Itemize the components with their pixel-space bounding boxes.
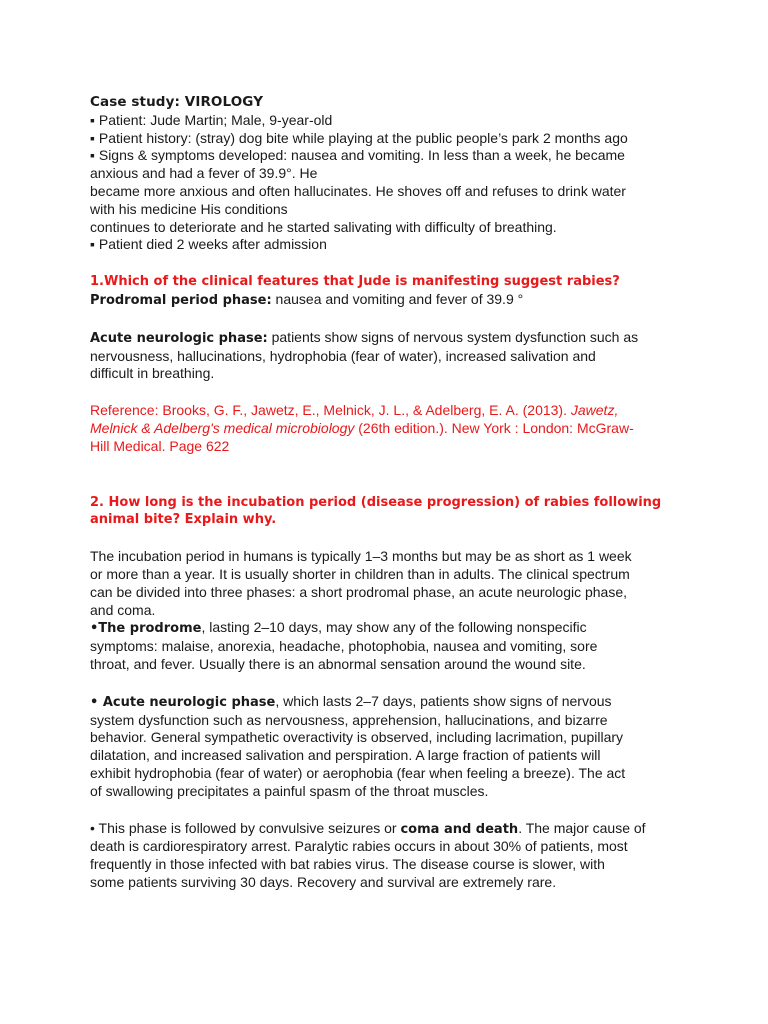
incubation-line-3: can be divided into three phases: a short prodromal phase, an acute neurologic phase, — [90, 583, 628, 600]
reference-line-3: Hill Medical. Page 622 — [90, 437, 230, 454]
coma-label: coma and death — [400, 821, 519, 837]
prodrome-line-1 — [90, 619, 690, 638]
acute-phase-line-3: behavior. General sympathetic overactivity is observed, including lacrimation, pupillary — [90, 729, 624, 746]
acute-phase-line-5: exhibit hydrophobia (fear of water) or aerophobia (fear when feeling a breeze). The act — [90, 764, 626, 781]
died-line: ▪ Patient died 2 weeks after admission — [90, 236, 327, 253]
reference-text-1b: Jawetz, — [570, 402, 619, 419]
incubation-line-1: The incubation period in humans is typically 1–3 months but may be as short as 1 week — [90, 548, 632, 565]
acute-phase-line-6: of swallowing precipitates a painful spasm of the throat muscles. — [90, 782, 489, 799]
acute-line-2: nervousness, hallucinations, hydrophobia (fear of water), increased salivation and — [90, 347, 596, 364]
patient-line: ▪ Patient: Jude Martin; Male, 9-year-old — [90, 111, 333, 128]
prodrome-line-2: symptoms: malaise, anorexia, headache, photophobia, nausea and vomiting, sore — [90, 638, 598, 655]
signs-line-3: became more anxious and often hallucinates. He shoves off and refuses to drink water — [90, 182, 626, 199]
reference-book-title: Melnick & Adelberg's medical microbiology — [90, 419, 355, 436]
coma-text-1: . The major cause of — [518, 819, 646, 836]
prodrome-text-1: , lasting 2–10 days, may show any of the following nonspecific — [201, 619, 587, 636]
coma-line-2: death is cardiorespiratory arrest. Paralytic rabies occurs in about 30% of patients, most — [90, 838, 628, 855]
coma-line-3: frequently in those infected with bat rabies virus. The disease course is slower, with — [90, 856, 605, 873]
document-body — [90, 94, 690, 892]
signs-line-1: ▪ Signs & symptoms developed: nausea and vomiting. In less than a week, he became — [90, 147, 625, 164]
question-2-line-2: animal bite? Explain why. — [90, 512, 277, 528]
signs-line-2: anxious and had a fever of 39.9°. He — [90, 165, 318, 182]
prodromal-text: nausea and vomiting and fever of 39.9 ° — [271, 290, 524, 307]
reference-line-2 — [90, 420, 690, 438]
acute-label: Acute neurologic phase: — [90, 330, 268, 346]
prodrome-label: •The prodrome — [90, 621, 202, 637]
reference-line-1 — [90, 402, 690, 420]
prodrome-line-3: throat, and fever. Usually there is an abnormal sensation around the wound site. — [90, 655, 586, 672]
prodromal-line — [90, 291, 690, 310]
incubation-line-4: and coma. — [90, 601, 156, 618]
history-line: ▪ Patient history: (stray) dog bite while playing at the public people’s park 2 months ago — [90, 129, 628, 146]
coma-text-pre: • This phase is followed by convulsive seizures or — [90, 819, 401, 836]
signs-line-4: with his medicine His conditions — [90, 200, 288, 217]
incubation-line-2: or more than a year. It is usually shorter in children than in adults. The clinical spectrum — [90, 565, 630, 582]
acute-text-1: patients show signs of nervous system dysfunction such as — [267, 328, 639, 345]
question-1: 1.Which of the clinical features that Jude is manifesting suggest rabies? — [90, 274, 620, 290]
acute-phase-line-1 — [90, 693, 690, 712]
acute-phase-line-4: dilatation, and increased salivation and perspiration. A large fraction of patients will — [90, 747, 601, 764]
coma-line-4: some patients surviving 30 days. Recovery and survival are extremely rare. — [90, 873, 557, 890]
coma-line-1 — [90, 820, 690, 839]
question-2-line-1: 2. How long is the incubation period (disease progression) of rabies following — [90, 494, 662, 510]
reference-text-2b: (26th edition.). New York : London: McGraw- — [354, 419, 634, 436]
reference-text-1a: Reference: Brooks, G. F., Jawetz, E., Melnick, J. L., & Adelberg, E. A. (2013). — [90, 402, 571, 419]
acute-line-1 — [90, 329, 690, 348]
acute-line-3: difficult in breathing. — [90, 365, 215, 382]
signs-line-5: continues to deteriorate and he started salivating with difficulty of breathing. — [90, 218, 557, 235]
acute-phase-line-2: system dysfunction such as nervousness, apprehension, hallucinations, and bizarre — [90, 711, 608, 728]
prodromal-label: Prodromal period phase: — [90, 292, 272, 308]
acute-phase-text-1: , which lasts 2–7 days, patients show signs of nervous — [275, 692, 612, 709]
case-title: Case study: VIROLOGY — [90, 94, 264, 110]
acute-phase-label: • Acute neurologic phase — [90, 694, 276, 710]
